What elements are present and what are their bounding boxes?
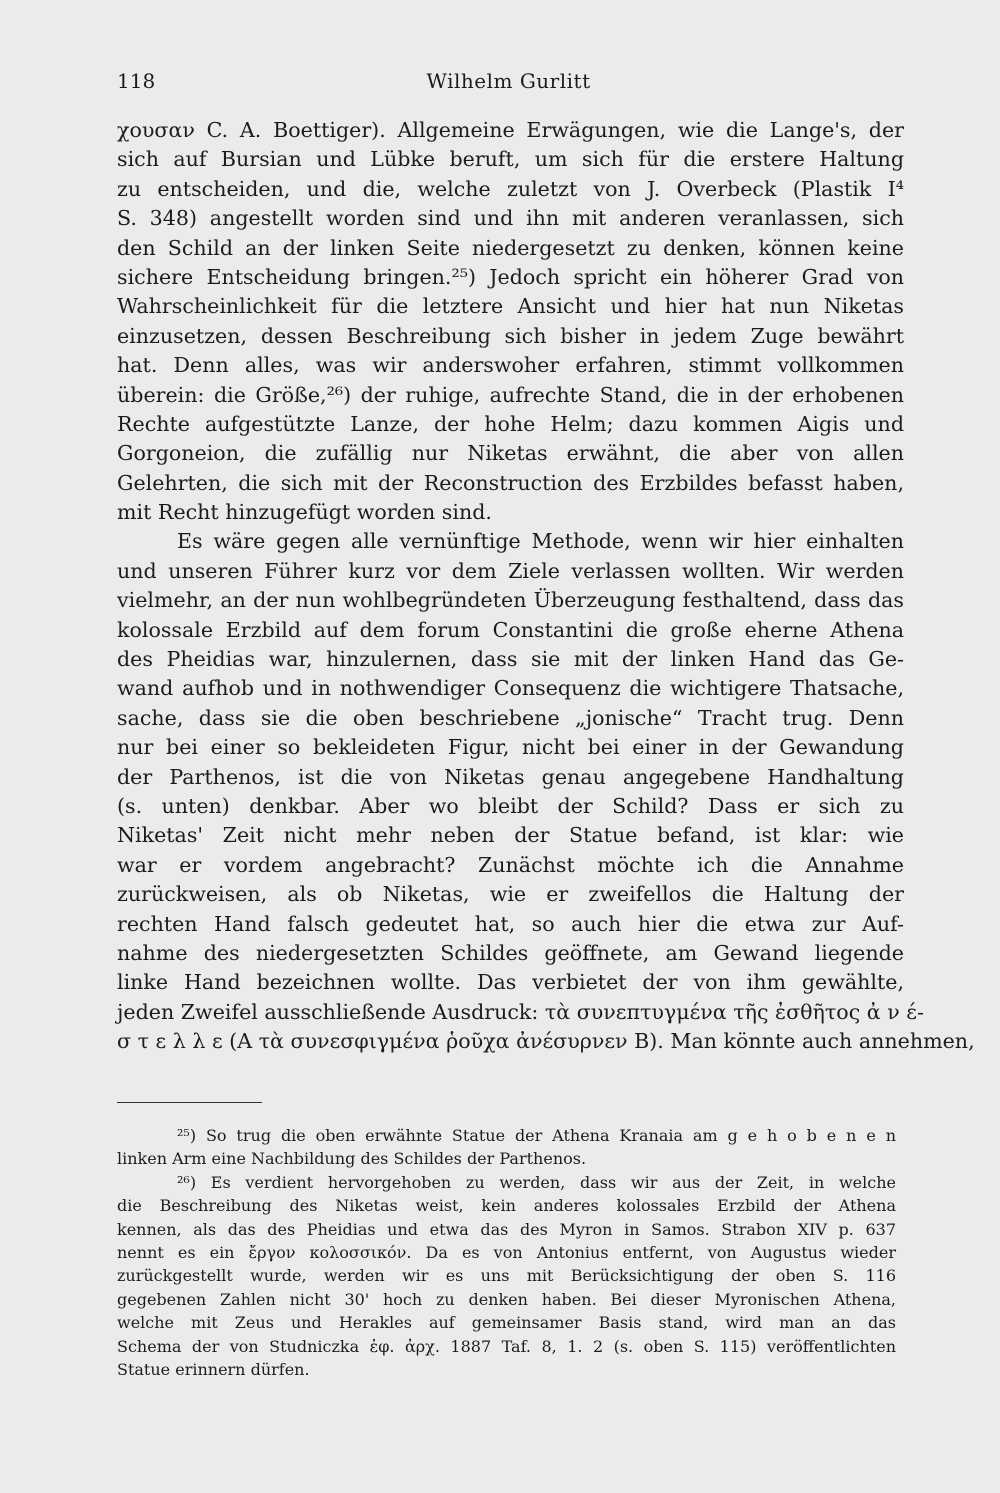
- footnote-divider: [117, 1102, 262, 1103]
- text-line: wand aufhob und in nothwendiger Consequenz die wichtigere Thatsache,: [117, 676, 904, 701]
- text-line: sichere Entscheidung bringen.²⁵) Jedoch spricht ein höherer Grad von: [117, 264, 904, 289]
- footnote-line: welche mit Zeus und Herakles auf gemeinsamer Basis stand, wird man an das: [117, 1313, 896, 1333]
- footnote-line: gegebenen Zahlen nicht 30' hoch zu denken haben. Bei dieser Myronischen Athena,: [117, 1289, 896, 1309]
- text-line: vielmehr, an der nun wohlbegründeten Überzeugung festhaltend, dass das: [117, 588, 904, 613]
- paragraph-start-line: Es wäre gegen alle vernünftige Methode, wenn wir hier einhalten: [177, 529, 904, 554]
- text-line: den Schild an der linken Seite niedergesetzt zu denken, können keine: [117, 235, 904, 260]
- footnotes: [117, 1124, 896, 1381]
- text-line: χουσαν C. A. Boettiger). Allgemeine Erwägungen, wie die Lange's, der: [117, 118, 904, 142]
- text-line: der Parthenos, ist die von Niketas genau angegebene Handhaltung: [117, 764, 904, 789]
- footnote-line: ²⁶) Es verdient hervorgehoben zu werden, dass wir aus der Zeit, in welche: [177, 1172, 896, 1192]
- footnote-line: Statue erinnern dürfen.: [117, 1359, 310, 1379]
- text-line: Wahrscheinlichkeit für die letztere Ansicht und hier hat nun Niketas: [117, 294, 904, 319]
- text-line: Niketas' Zeit nicht mehr neben der Statue befand, ist klar: wie: [117, 823, 904, 848]
- text-line: mit Recht hinzugefügt worden sind.: [117, 500, 492, 525]
- footnote-line: zurückgestellt wurde, werden wir es uns mit Berücksichtigung der oben S. 116: [117, 1266, 896, 1286]
- text-line: überein: die Größe,²⁶) der ruhige, aufrechte Stand, die in der erhobenen: [117, 382, 904, 407]
- text-line: kolossale Erzbild auf dem forum Constantini die große eherne Athena: [117, 617, 904, 642]
- text-line: S. 348) angestellt worden sind und ihn mit anderen veranlassen, sich: [117, 206, 904, 231]
- text-line: rechten Hand falsch gedeutet hat, so auch hier die etwa zur Auf-: [117, 911, 904, 936]
- footnote-line: linken Arm eine Nachbildung des Schildes der Parthenos.: [117, 1149, 587, 1169]
- text-line: einzusetzen, dessen Beschreibung sich bisher in jedem Zuge bewährt: [117, 323, 904, 348]
- text-line: (s. unten) denkbar. Aber wo bleibt der Schild? Dass er sich zu: [117, 793, 904, 818]
- text-line: Gelehrten, die sich mit der Reconstruction des Erzbildes befasst haben,: [117, 470, 904, 495]
- text-line: nahme des niedergesetzten Schildes geöffnete, am Gewand liegende: [117, 940, 904, 965]
- text-line: war er vordem angebracht? Zunächst möchte ich die Annahme: [117, 852, 904, 877]
- footnote-line: kennen, als das des Pheidias und etwa das des Myron in Samos. Strabon XIV p. 637: [117, 1219, 896, 1239]
- text-line: sache, dass sie die oben beschriebene „jonische“ Tracht trug. Denn: [117, 705, 904, 730]
- footnote-line: nennt es ein ἔργον κολοσσικόν. Da es von Antonius entfernt, von Augustus wieder: [117, 1242, 896, 1262]
- text-line: Rechte aufgestützte Lanze, der hohe Helm; dazu kommen Aigis und: [117, 411, 904, 436]
- text-line: sich auf Bursian und Lübke beruft, um sich für die erstere Haltung: [117, 147, 904, 172]
- text-line: des Pheidias war, hinzulernen, dass sie mit der linken Hand das Ge-: [117, 647, 904, 672]
- text-line: und unseren Führer kurz vor dem Ziele verlassen wollten. Wir werden: [117, 558, 904, 583]
- main-text: [117, 116, 975, 1057]
- text-line: Gorgoneion, die zufällig nur Niketas erwähnt, die aber von allen: [117, 441, 904, 466]
- running-head: Wilhelm Gurlitt: [426, 69, 591, 93]
- text-line: zurückweisen, als ob Niketas, wie er zweifellos die Haltung der: [117, 882, 904, 907]
- footnote-line: Schema der von Studniczka ἐφ. ἀρχ. 1887 Taf. 8, 1. 2 (s. oben S. 115) veröffentlichten: [117, 1336, 896, 1356]
- footnote-line: ²⁵) So trug die oben erwähnte Statue der Athena Kranaia am g e h o b e n e n: [177, 1126, 896, 1145]
- page-header: [117, 69, 900, 99]
- text-line: σ τ ε λ λ ε (A τὰ συνεσφιγμένα ῥοῦχα ἀνέσυρνεν B). Man könnte auch annehmen,: [117, 1029, 975, 1054]
- footnote-line: die Beschreibung des Niketas weist, kein anderes kolossales Erzbild der Athena: [117, 1196, 896, 1216]
- page-number: 118: [117, 69, 156, 93]
- text-line: nur bei einer so bekleideten Figur, nicht bei einer in der Gewandung: [117, 735, 904, 760]
- text-line: linke Hand bezeichnen wollte. Das verbietet der von ihm gewählte,: [117, 970, 904, 995]
- text-line: zu entscheiden, und die, welche zuletzt von J. Overbeck (Plastik I⁴: [117, 176, 904, 201]
- text-line: jeden Zweifel ausschließende Ausdruck: τὰ συνεπτυγμένα τῆς ἐσθῆτος ἀ ν έ-: [117, 999, 924, 1024]
- text-line: hat. Denn alles, was wir anderswoher erfahren, stimmt vollkommen: [117, 353, 904, 378]
